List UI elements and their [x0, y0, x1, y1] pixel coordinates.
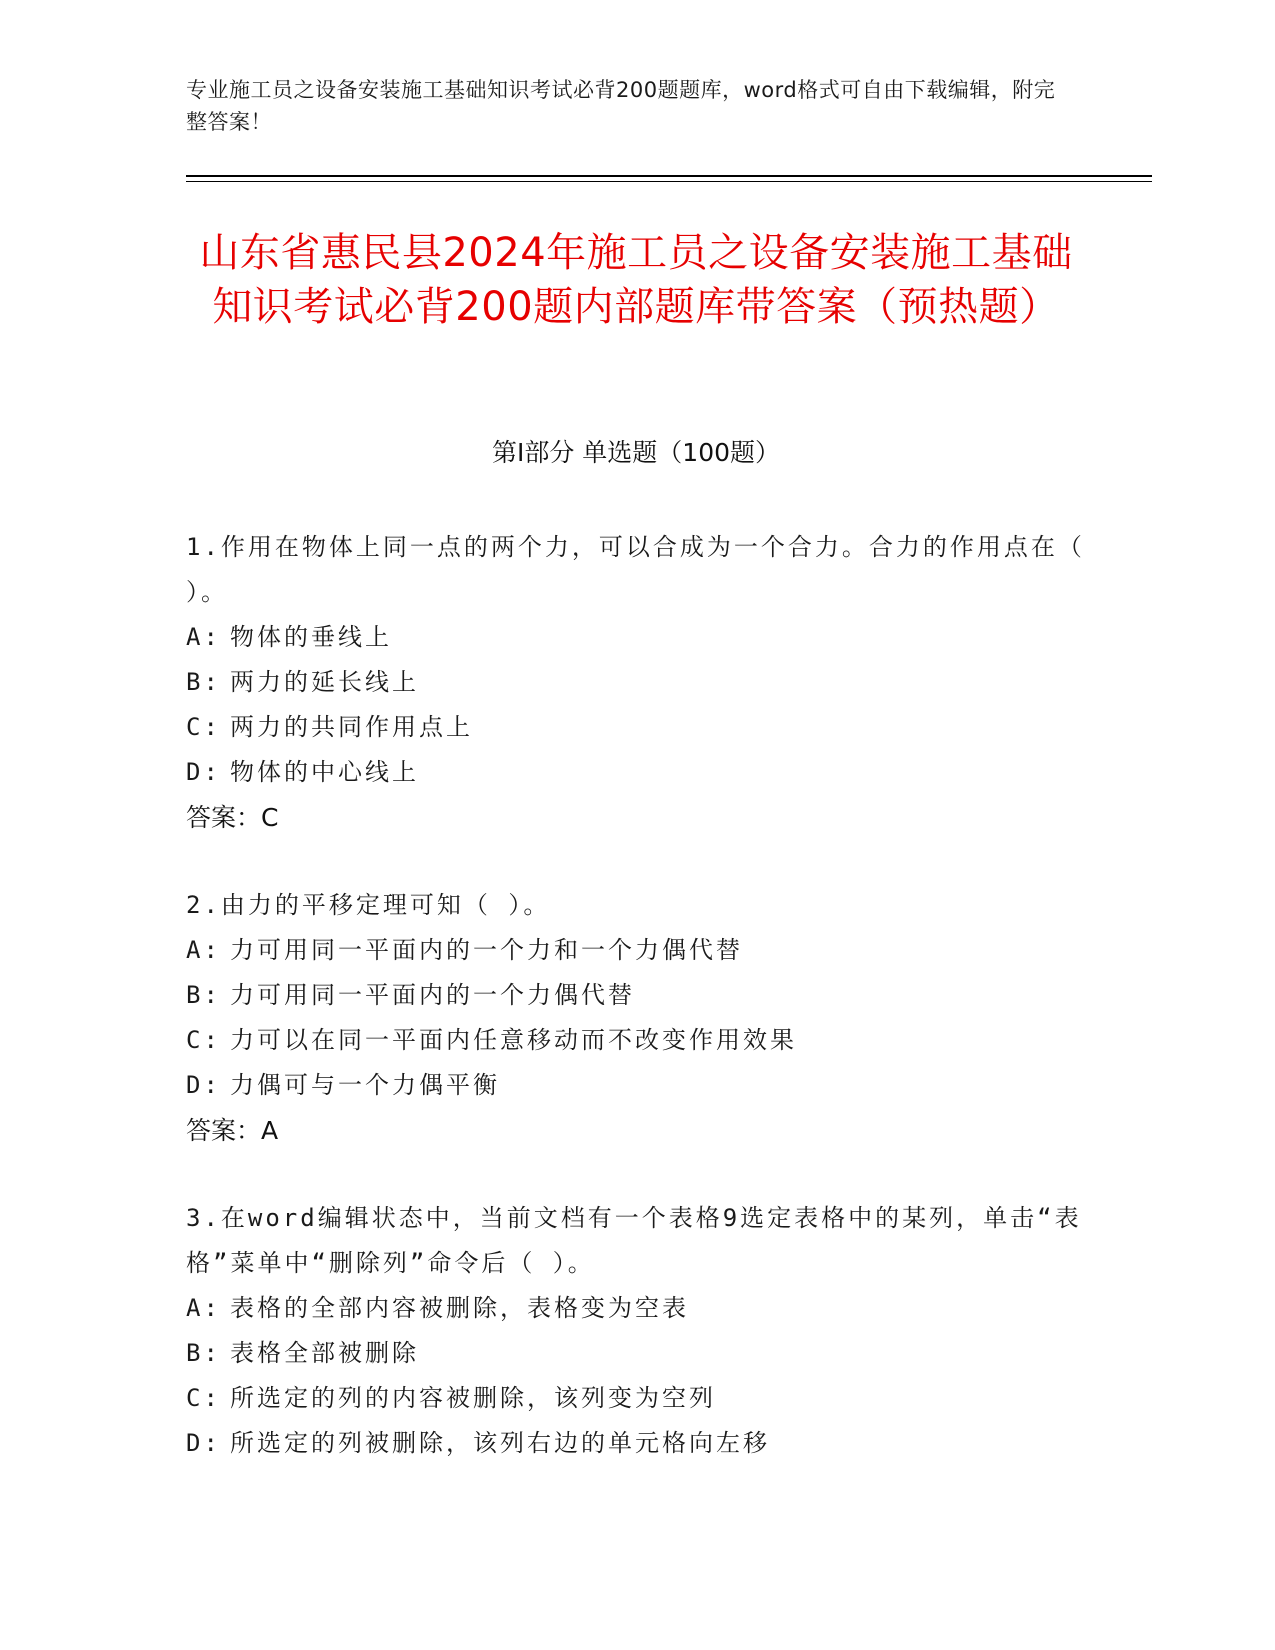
header-rule-thick	[186, 175, 1152, 177]
answer-line: 答案：C	[186, 803, 279, 832]
question-stem: 3.在word编辑状态中，当前文档有一个表格9选定表格中的某列，单击“表格”菜单中“删除列”命令后（ ）。	[186, 1204, 1082, 1277]
option-text: 表格全部被删除	[230, 1339, 419, 1367]
option-text: 两力的共同作用点上	[230, 713, 473, 741]
option-d	[186, 750, 1086, 795]
question-stem: 2.由力的平移定理可知（ ）。	[186, 891, 551, 919]
option-key: A:	[186, 936, 221, 964]
option-b	[186, 973, 1086, 1018]
option-text: 力可以在同一平面内任意移动而不改变作用效果	[230, 1026, 797, 1054]
question-1	[186, 525, 1086, 841]
option-key: B:	[186, 668, 221, 696]
option-text: 力可用同一平面内的一个力偶代替	[230, 981, 635, 1009]
option-a	[186, 928, 1086, 973]
header-note: 专业施工员之设备安装施工基础知识考试必背200题题库，word格式可自由下载编辑，附完整答案！	[186, 78, 1056, 134]
option-key: C:	[186, 1384, 221, 1412]
option-key: B:	[186, 981, 221, 1009]
question-2	[186, 883, 1086, 1154]
option-a	[186, 615, 1086, 660]
option-key: D:	[186, 758, 221, 786]
option-d	[186, 1421, 1086, 1466]
question-3	[186, 1196, 1086, 1466]
option-text: 力可用同一平面内的一个力和一个力偶代替	[230, 936, 743, 964]
option-text: 所选定的列的内容被删除，该列变为空列	[230, 1384, 716, 1412]
document-title: 山东省惠民县2024年施工员之设备安装施工基础知识考试必背200题内部题库带答案（预热题）	[199, 230, 1073, 330]
option-text: 物体的垂线上	[230, 623, 392, 651]
option-b	[186, 1331, 1086, 1376]
option-text: 所选定的列被删除，该列右边的单元格向左移	[230, 1429, 770, 1457]
option-b	[186, 660, 1086, 705]
option-key: D:	[186, 1071, 221, 1099]
option-key: C:	[186, 1026, 221, 1054]
option-a	[186, 1286, 1086, 1331]
option-c	[186, 705, 1086, 750]
option-text: 力偶可与一个力偶平衡	[230, 1071, 500, 1099]
option-d	[186, 1063, 1086, 1108]
question-stem: 1.作用在物体上同一点的两个力，可以合成为一个合力。合力的作用点在（ ）。	[186, 533, 1085, 606]
option-key: A:	[186, 1294, 221, 1322]
option-text: 表格的全部内容被删除，表格变为空表	[230, 1294, 689, 1322]
option-key: D:	[186, 1429, 221, 1457]
question-list	[186, 525, 1086, 1508]
option-key: B:	[186, 1339, 221, 1367]
option-c	[186, 1018, 1086, 1063]
option-key: A:	[186, 623, 221, 651]
answer-line: 答案：A	[186, 1116, 279, 1145]
section-heading: 第I部分 单选题（100题）	[491, 438, 781, 467]
option-key: C:	[186, 713, 221, 741]
option-c	[186, 1376, 1086, 1421]
option-text: 两力的延长线上	[230, 668, 419, 696]
option-text: 物体的中心线上	[230, 758, 419, 786]
header-rule-thin	[186, 181, 1152, 182]
